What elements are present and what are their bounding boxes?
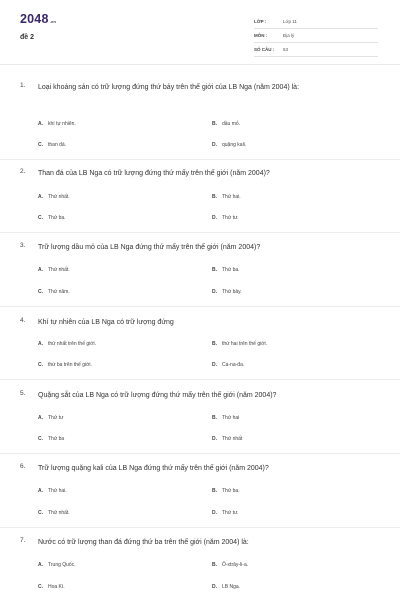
question-number: 6. (20, 463, 26, 470)
option-a[interactable]: A. Thứ nhất. (38, 194, 70, 200)
option-c[interactable]: C. Thứ ba. (38, 215, 66, 221)
meta-class-value: Lớp 11 (283, 19, 297, 24)
question-text: Than đá của LB Nga có trữ lượng đứng thứ mấy trên thế giới (năm 2004)? (38, 170, 270, 177)
meta-count-label: SỐ CÂU : (254, 47, 275, 52)
exam-title: đề 2 (20, 34, 35, 41)
option-a[interactable]: A. thứ nhất trên thế giới. (38, 341, 97, 347)
option-b[interactable]: B. thứ hai trên thế giới. (212, 341, 267, 347)
option-a[interactable]: A. Thứ tư (38, 415, 64, 421)
option-a[interactable]: A. Thứ hai. (38, 488, 67, 494)
option-b[interactable]: B. Thứ hai. (212, 194, 241, 200)
option-c[interactable]: C. Thứ ba (38, 436, 65, 442)
question-separator (0, 306, 400, 307)
question-number: 5. (20, 390, 26, 397)
question-number: 2. (20, 168, 26, 175)
question-separator (0, 159, 400, 160)
meta-subject-label: MÔN : (254, 33, 268, 38)
meta-count-value: 53 (283, 47, 289, 52)
option-d[interactable]: D. Thứ nhất (212, 436, 243, 442)
question-separator (0, 527, 400, 528)
option-d[interactable]: D. Thứ tư. (212, 215, 239, 221)
option-b[interactable]: B. dầu mỏ. (212, 121, 241, 127)
question-number: 4. (20, 317, 26, 324)
option-d[interactable]: D. Thứ tư. (212, 510, 239, 516)
option-d[interactable]: D. Thứ bảy. (212, 289, 242, 295)
option-d[interactable]: D. LB Nga. (212, 584, 241, 590)
option-b[interactable]: B. Thứ ba. (212, 488, 240, 494)
question-number: 1. (20, 82, 26, 89)
option-c[interactable]: C. Hoa Kì. (38, 584, 65, 590)
question-text: Nước có trữ lượng than đá đứng thứ ba trên thế giới (năm 2004) là: (38, 539, 249, 546)
question-number: 3. (20, 242, 26, 249)
question-separator (0, 453, 400, 454)
meta-subject-value: Địa lý (283, 33, 295, 38)
option-d[interactable]: D. Ca-na-đa. (212, 362, 245, 368)
option-c[interactable]: C. Thứ năm. (38, 289, 70, 295)
site-logo[interactable]: 2048.vn (20, 12, 56, 26)
meta-class (254, 18, 378, 29)
meta-count (254, 46, 378, 57)
option-b[interactable]: B. Thứ ba. (212, 267, 240, 273)
option-a[interactable]: A. Trung Quốc. (38, 562, 76, 568)
question-text: Quặng sắt của LB Nga có trữ lượng đứng thứ mấy trên thế giới (năm 2004)? (38, 392, 277, 399)
question-text: Trữ lượng quặng kali của LB Nga đứng thứ mấy trên thế giới (năm 2004)? (38, 465, 269, 472)
option-c[interactable]: C. than đá. (38, 142, 67, 148)
meta-class-label: LỚP : (254, 19, 267, 24)
question-separator (0, 379, 400, 380)
question-separator (0, 232, 400, 233)
header-divider (0, 64, 400, 65)
option-a[interactable]: A. Thứ nhất. (38, 267, 70, 273)
option-c[interactable]: C. Thứ nhất. (38, 510, 70, 516)
option-a[interactable]: A. khí tự nhiên. (38, 121, 76, 127)
question-text: Khí tự nhiên của LB Nga có trữ lượng đứng (38, 319, 174, 326)
option-c[interactable]: C. thứ ba trên thế giới. (38, 362, 92, 368)
option-b[interactable]: B. Ô-xtrây-li-a. (212, 562, 249, 568)
question-text: Loại khoáng sản có trữ lượng đứng thứ bảy trên thế giới của LB Nga (năm 2004) là: (38, 84, 300, 91)
meta-subject (254, 32, 378, 43)
exam-header (0, 0, 400, 62)
question-text: Trữ lượng dầu mỏ của LB Nga đứng thứ mấy trên thế giới (năm 2004)? (38, 244, 261, 251)
option-d[interactable]: D. quặng kali. (212, 142, 247, 148)
question-number: 7. (20, 537, 26, 544)
option-b[interactable]: B. Thứ hai (212, 415, 240, 421)
